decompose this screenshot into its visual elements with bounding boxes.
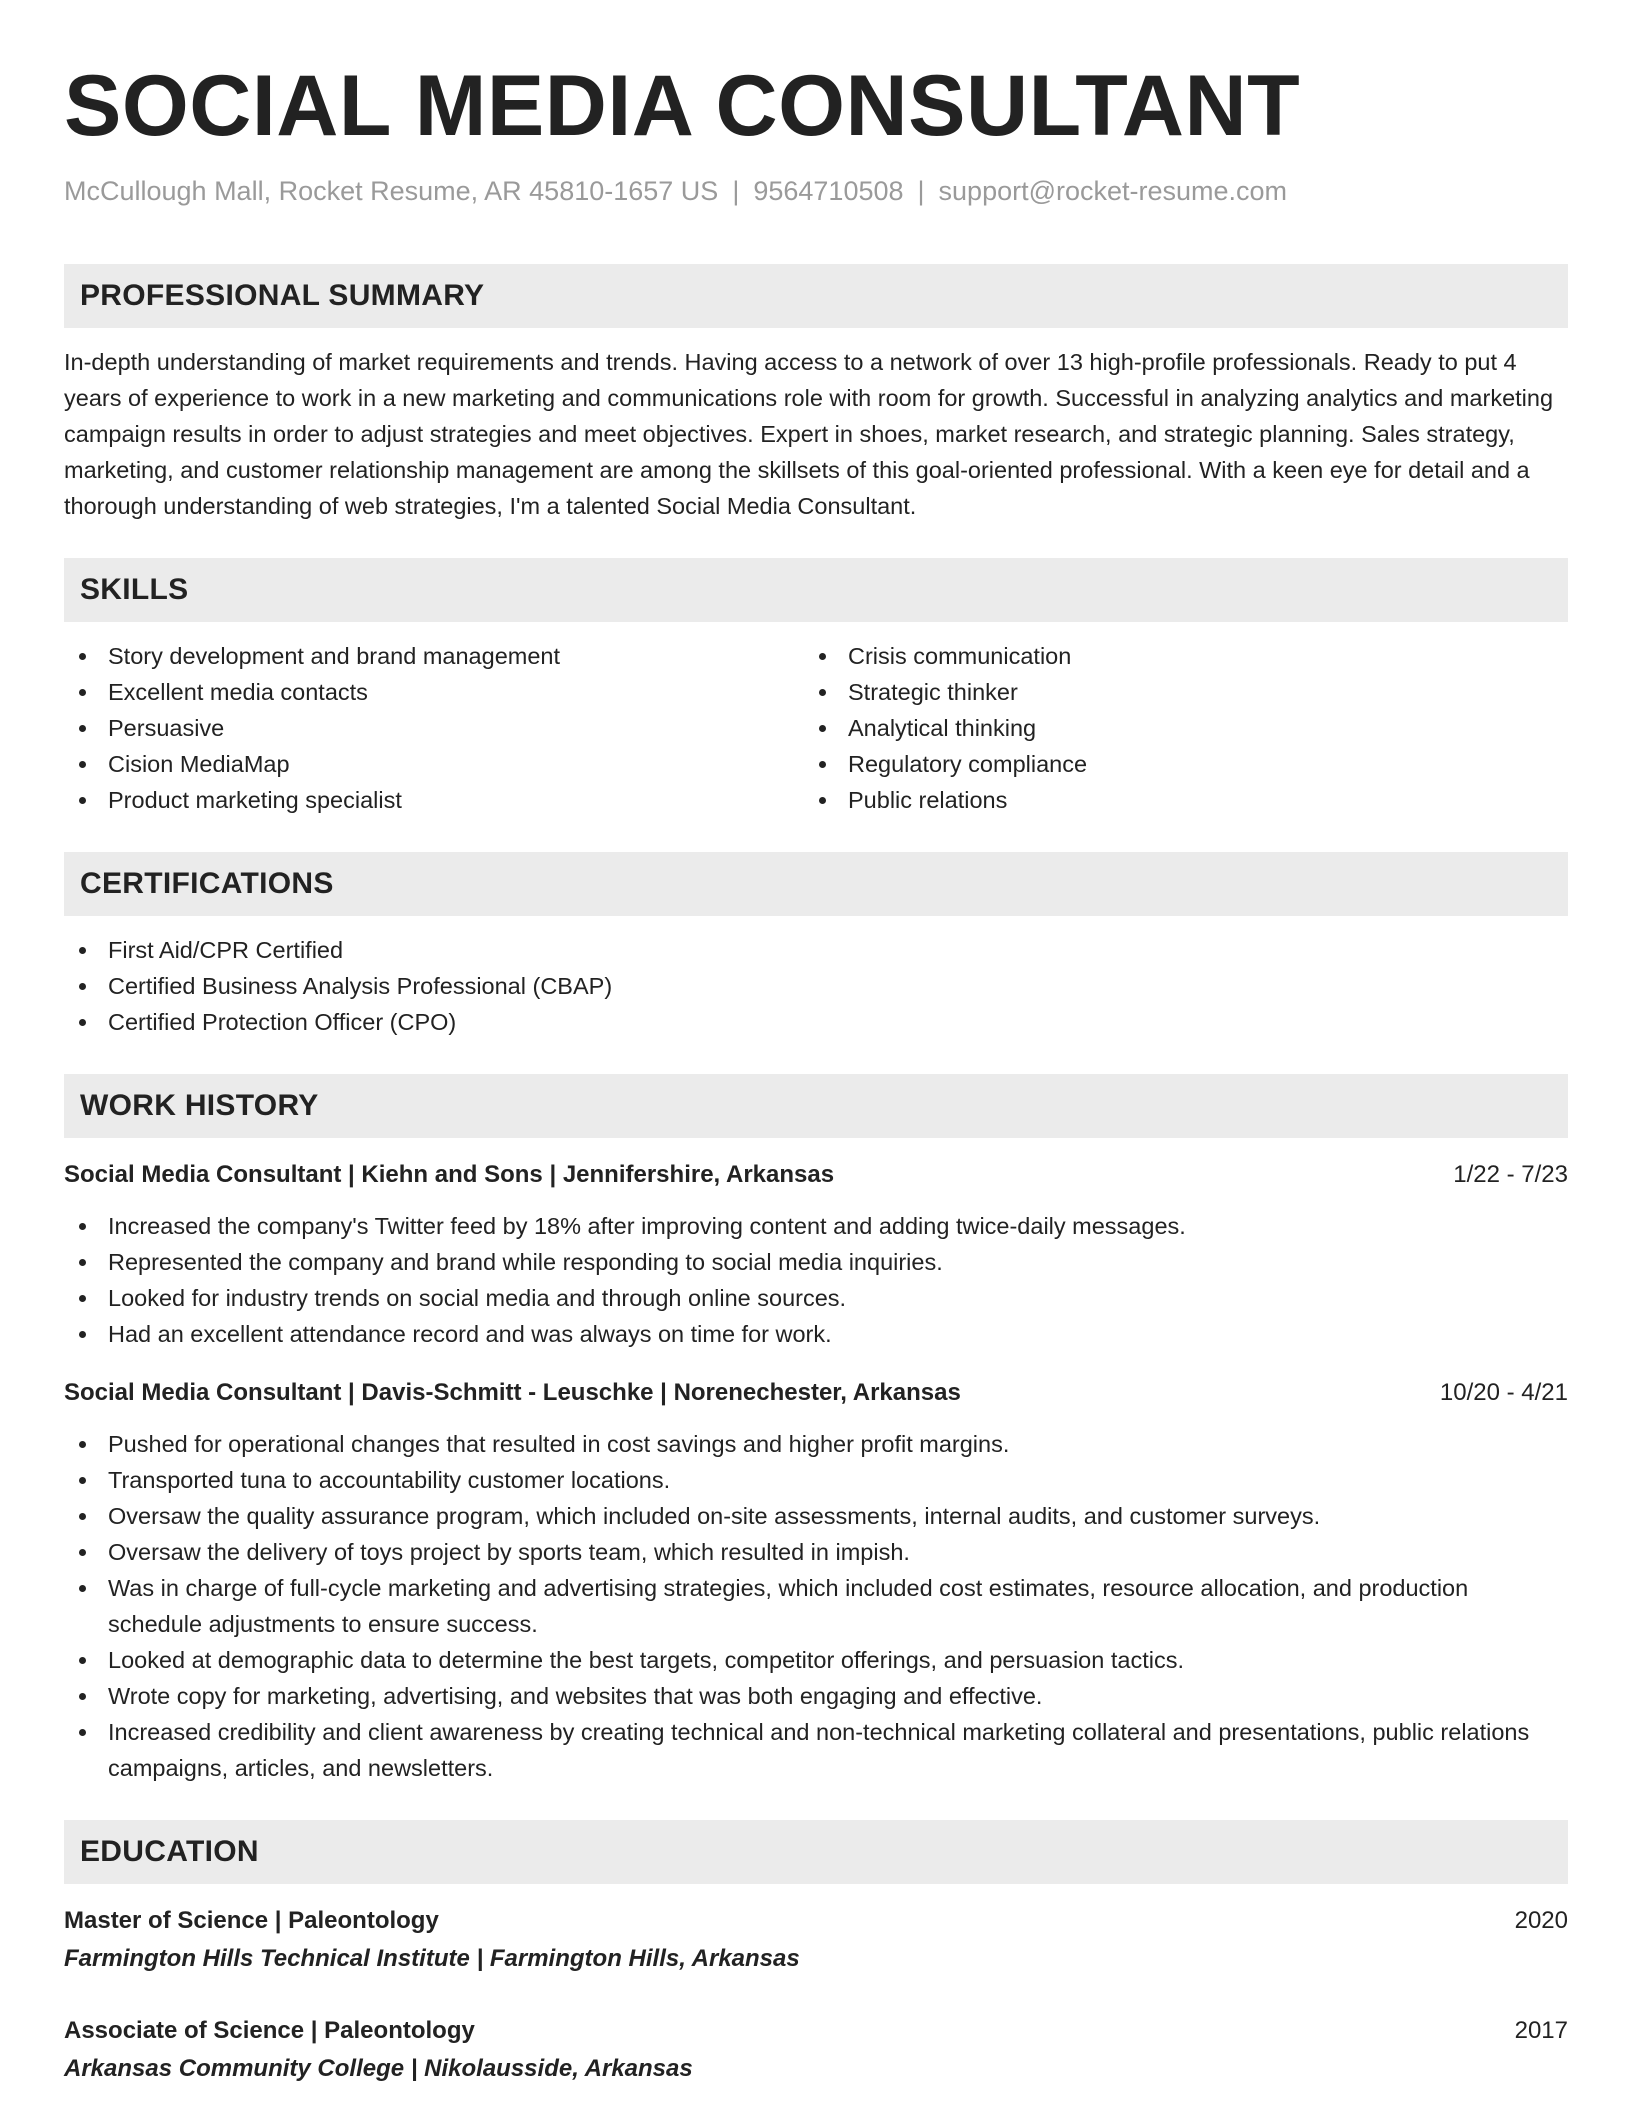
skill-item — [64, 710, 804, 746]
skill-label: Regulatory compliance — [848, 751, 1088, 777]
job-title: Social Media Consultant | Kiehn and Sons | Jennifershire, Arkansas — [64, 1161, 835, 1188]
skill-item — [804, 710, 1568, 746]
education-header — [64, 2012, 1568, 2050]
contact-separator: | — [917, 176, 925, 206]
section-heading-work-history: WORK HISTORY — [64, 1074, 1568, 1138]
skill-item — [64, 746, 804, 782]
bullet-icon — [79, 1259, 86, 1266]
skill-item — [64, 674, 804, 710]
job-bullet-text: Oversaw the delivery of toys project by sports team, which resulted in impish. — [108, 1539, 910, 1565]
education-year: 2020 — [1514, 1907, 1568, 1934]
job-bullet-item — [64, 1570, 1568, 1642]
skills-column-right — [804, 638, 1568, 818]
skill-label: Persuasive — [108, 715, 225, 741]
bullet-icon — [79, 1331, 86, 1338]
certification-item — [64, 1004, 1568, 1040]
skill-label: Cision MediaMap — [108, 751, 290, 777]
skills-column-left — [64, 638, 804, 818]
job-header — [64, 1158, 1568, 1192]
job-bullet-item — [64, 1642, 1568, 1678]
bullet-icon — [79, 1019, 86, 1026]
certification-label: First Aid/CPR Certified — [108, 937, 344, 963]
skill-item — [804, 674, 1568, 710]
certification-item — [64, 968, 1568, 1004]
bullet-icon — [819, 725, 826, 732]
job-bullet-item — [64, 1208, 1568, 1244]
job-bullet-text: Increased the company's Twitter feed by 18% after improving content and adding twice-daily messages. — [108, 1213, 1186, 1239]
education-entry — [64, 2012, 1568, 2088]
contact-line — [64, 174, 1568, 208]
summary-text: In-depth understanding of market requirements and trends. Having access to a network of over 13 high-profile professionals. Ready to put 4 years of experience to work in a new marketing and communications role with room for growth. Successful in analyzing analytics and marketing campaign results in order to adjust strategies and meet objectives. Expert in shoes, market research, and strategic planning. Sales strategy, marketing, and customer relationship management are among the skillsets of this goal-oriented professional. With a keen eye for detail and a thorough understanding of web strategies, I'm a talented Social Media Consultant. — [64, 349, 1554, 519]
job-bullet-text: Transported tuna to accountability customer locations. — [108, 1467, 671, 1493]
job-bullet-text: Was in charge of full-cycle marketing and advertising strategies, which included cost estimates, resource allocation, and production schedule adjustments to ensure success. — [108, 1575, 1469, 1637]
job-bullet-item — [64, 1280, 1568, 1316]
education-school: Farmington Hills Technical Institute | Farmington Hills, Arkansas — [64, 1945, 800, 1972]
skill-label: Product marketing specialist — [108, 787, 402, 813]
job-bullet-text: Wrote copy for marketing, advertising, and websites that was both engaging and effective. — [108, 1683, 1043, 1709]
bullet-icon — [79, 1441, 86, 1448]
bullet-icon — [819, 689, 826, 696]
job-bullet-text: Looked at demographic data to determine the best targets, competitor offerings, and persuasion tactics. — [108, 1647, 1184, 1673]
bullet-icon — [79, 797, 86, 804]
bullet-icon — [79, 1477, 86, 1484]
education-year: 2017 — [1514, 2017, 1568, 2044]
education-degree: Master of Science | Paleontology — [64, 1907, 439, 1934]
job-bullets — [64, 1426, 1568, 1786]
job-bullet-text: Increased credibility and client awareness by creating technical and non-technical marketing collateral and presentations, public relations campaigns, articles, and newsletters. — [108, 1719, 1530, 1781]
education-entry — [64, 1902, 1568, 1978]
bullet-icon — [79, 1585, 86, 1592]
skill-label: Story development and brand management — [108, 643, 561, 669]
bullet-icon — [79, 1223, 86, 1230]
job-title: Social Media Consultant | Davis-Schmitt - Leuschke | Norenechester, Arkansas — [64, 1379, 961, 1406]
bullet-icon — [79, 689, 86, 696]
certification-item — [64, 932, 1568, 968]
job-bullet-item — [64, 1462, 1568, 1498]
job-bullet-text: Oversaw the quality assurance program, which included on-site assessments, internal audits, and customer surveys. — [108, 1503, 1321, 1529]
section-heading-education: EDUCATION — [64, 1820, 1568, 1884]
bullet-icon — [79, 725, 86, 732]
job-dates: 1/22 - 7/23 — [1453, 1161, 1568, 1188]
education-header — [64, 1902, 1568, 1940]
job-bullet-text: Looked for industry trends on social media and through online sources. — [108, 1285, 847, 1311]
skill-label: Analytical thinking — [848, 715, 1037, 741]
skill-item — [804, 638, 1568, 674]
skill-item — [804, 782, 1568, 818]
bullet-icon — [79, 761, 86, 768]
contact-email: support@rocket-resume.com — [938, 176, 1288, 206]
job-bullet-text: Pushed for operational changes that resulted in cost savings and higher profit margins. — [108, 1431, 1010, 1457]
contact-phone: 9564710508 — [753, 176, 904, 206]
education-degree: Associate of Science | Paleontology — [64, 2017, 475, 2044]
bullet-icon — [819, 653, 826, 660]
bullet-icon — [819, 797, 826, 804]
education-school: Arkansas Community College | Nikolausside, Arkansas — [64, 2055, 693, 2082]
job-bullet-item — [64, 1244, 1568, 1280]
bullet-icon — [79, 1549, 86, 1556]
skill-item — [64, 782, 804, 818]
job-bullet-item — [64, 1498, 1568, 1534]
job-bullets — [64, 1208, 1568, 1352]
resume-name-title: SOCIAL MEDIA CONSULTANT — [64, 58, 1301, 154]
job-bullet-item — [64, 1534, 1568, 1570]
certifications-list — [64, 932, 1568, 1040]
section-heading-certifications: CERTIFICATIONS — [64, 852, 1568, 916]
job-bullet-item — [64, 1678, 1568, 1714]
certification-label: Certified Business Analysis Professional (CBAP) — [108, 973, 613, 999]
skill-item — [64, 638, 804, 674]
job-dates: 10/20 - 4/21 — [1439, 1379, 1568, 1406]
bullet-icon — [79, 1657, 86, 1664]
job-bullet-text: Had an excellent attendance record and was always on time for work. — [108, 1321, 832, 1347]
job-header — [64, 1376, 1568, 1410]
bullet-icon — [819, 761, 826, 768]
bullet-icon — [79, 653, 86, 660]
section-heading-skills: SKILLS — [64, 558, 1568, 622]
job-bullet-item — [64, 1426, 1568, 1462]
bullet-icon — [79, 1729, 86, 1736]
skills-list — [64, 622, 1568, 818]
skill-label: Excellent media contacts — [108, 679, 368, 705]
contact-separator: | — [732, 176, 740, 206]
bullet-icon — [79, 983, 86, 990]
skill-item — [804, 746, 1568, 782]
certification-label: Certified Protection Officer (CPO) — [108, 1009, 457, 1035]
bullet-icon — [79, 1513, 86, 1520]
skill-label: Public relations — [848, 787, 1008, 813]
job-bullet-item — [64, 1316, 1568, 1352]
section-heading-summary: PROFESSIONAL SUMMARY — [64, 264, 1568, 328]
bullet-icon — [79, 1693, 86, 1700]
skill-label: Strategic thinker — [848, 679, 1018, 705]
skill-label: Crisis communication — [848, 643, 1072, 669]
job-bullet-text: Represented the company and brand while responding to social media inquiries. — [108, 1249, 943, 1275]
bullet-icon — [79, 1295, 86, 1302]
contact-address: McCullough Mall, Rocket Resume, AR 45810-1657 US — [64, 176, 719, 206]
job-bullet-item — [64, 1714, 1568, 1786]
bullet-icon — [79, 947, 86, 954]
